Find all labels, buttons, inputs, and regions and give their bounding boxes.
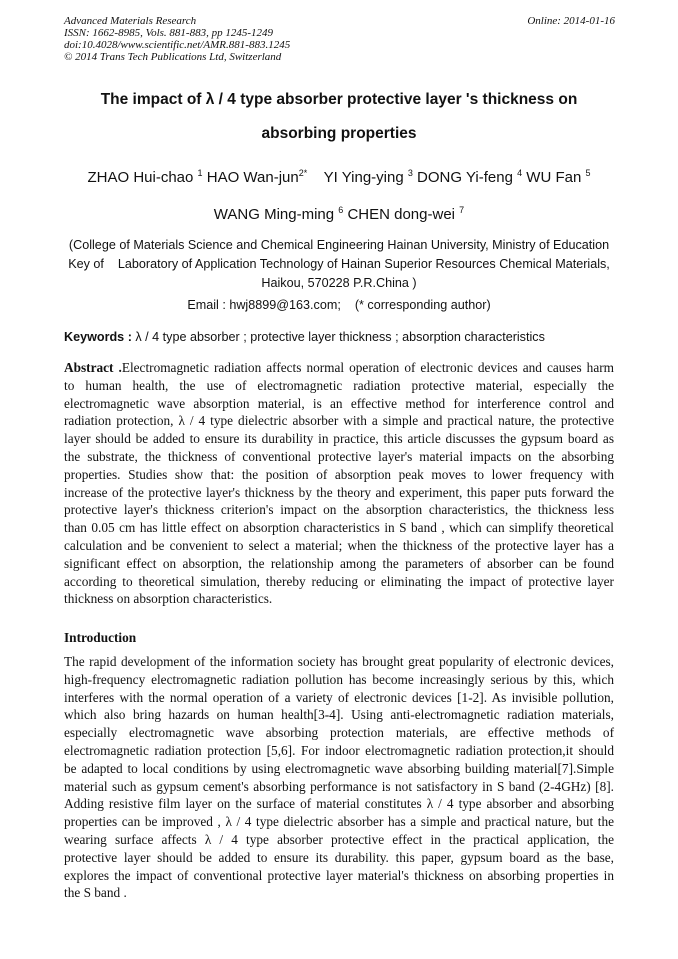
title-line-1: The impact of λ / 4 type absorber protective layer 's thickness on bbox=[100, 91, 578, 108]
text-line bbox=[64, 795, 614, 813]
text-line-content: electromagnetic wave absorption material, is an effective method for interference control and bbox=[64, 395, 614, 411]
keywords bbox=[64, 330, 545, 344]
text-line-content: Electromagnetic radiation affects normal operation of electronic devices and causes harm bbox=[121, 360, 614, 375]
author-sup: 3 bbox=[407, 168, 413, 178]
text-line bbox=[64, 813, 614, 831]
journal-header bbox=[64, 15, 290, 63]
text-line bbox=[64, 448, 614, 466]
text-line bbox=[64, 590, 614, 608]
author: HAO Wan-jun bbox=[206, 169, 299, 186]
title-line-2: absorbing properties bbox=[261, 125, 417, 142]
text-line-content: thickness on absorption characteristics. bbox=[64, 591, 273, 607]
text-line bbox=[64, 689, 614, 707]
affiliation-line: Haikou, 570228 P.R.China ) bbox=[261, 276, 417, 290]
text-line-content: the substrate, the thickness of conventional protective layer's material impacts on the absorbing bbox=[64, 448, 614, 464]
author: YI Ying-ying bbox=[323, 169, 404, 186]
text-line-content: Adding resistive film layer on the surface of material constitutes λ / 4 type absorber and absorbing bbox=[64, 796, 614, 812]
author-sup: 5 bbox=[585, 168, 591, 178]
author: ZHAO Hui-chao bbox=[87, 169, 194, 186]
text-line-content: than 0.05 cm has little effect on absorption characteristics in S band , which can simplify theoretical bbox=[64, 520, 614, 536]
author: WANG Ming-ming bbox=[213, 206, 335, 223]
text-line bbox=[64, 484, 614, 502]
text-line bbox=[64, 412, 614, 430]
doi: doi:10.4028/www.scientific.net/AMR.881-883.1245 bbox=[64, 39, 291, 51]
text-line-content: significant effect on absorption, the relationship among the parameters of absorber can be found bbox=[64, 555, 614, 571]
text-line bbox=[64, 377, 614, 395]
text-line-content: material such as gypsum cement's absorbing performance is not satisfactory in S band (2-4GHz) [8]. bbox=[64, 778, 614, 794]
text-line bbox=[64, 706, 614, 724]
text-line bbox=[64, 359, 614, 377]
author-sup: 7 bbox=[459, 205, 465, 215]
text-line-content: the S band . bbox=[64, 885, 127, 901]
text-line bbox=[64, 724, 614, 742]
text-line bbox=[64, 537, 614, 555]
text-line-content: The rapid development of the information society has brought great popularity of electronic devices, bbox=[64, 654, 614, 669]
text-line-content: electromagnetic radiation protection [5,6]. For indoor electromagnetic radiation protection,it should bbox=[64, 742, 614, 758]
text-line bbox=[64, 884, 614, 902]
text-line bbox=[64, 395, 614, 413]
authors-line-1 bbox=[0, 168, 678, 186]
keywords-label: Keywords : bbox=[64, 330, 132, 344]
text-line-content: layer should be added to ensure its durability in practice, this article discusses the gypsum board as bbox=[64, 431, 614, 447]
text-line bbox=[64, 653, 614, 671]
text-line-content: especially electromagnetic wave absorbing protection materials, are effective methods of bbox=[64, 725, 614, 741]
author-sup: 4 bbox=[517, 168, 523, 178]
author: WU Fan bbox=[526, 169, 582, 186]
introduction-body bbox=[64, 653, 614, 902]
text-line-content: explores the impact of conventional protective layer material's thickness on absorbing properties in bbox=[64, 867, 614, 883]
text-line-content: high-frequency electromagnetic radiation pollution has become increasingly serious by this, which bbox=[64, 671, 614, 687]
text-line-content: wearing surface affects λ / 4 type absorber protective effect in the practical application, the bbox=[64, 831, 614, 847]
affiliation-line: Key of Laboratory of Application Technology of Hainan Superior Resources Chemical Materials, bbox=[68, 257, 610, 271]
text-line-content: calculation and be convenient to select a material; when the thickness of the protective layer has a bbox=[64, 537, 614, 553]
text-line bbox=[64, 519, 614, 537]
text-line-content: protective layer should be added to ensure its durability. this paper, gypsum board as the base, bbox=[64, 849, 614, 865]
issn: ISSN: 1662-8985, Vols. 881-883, pp 1245-1249 bbox=[64, 27, 273, 39]
email: Email : hwj8899@163.com; (* corresponding author) bbox=[187, 298, 491, 312]
text-line bbox=[64, 573, 614, 591]
keywords-text: λ / 4 type absorber ; protective layer thickness ; absorption characteristics bbox=[131, 330, 545, 344]
introduction-heading: Introduction bbox=[64, 630, 137, 645]
text-line-content: radiation protection, λ / 4 type dielectric absorber with a simple and practical nature, the protective bbox=[64, 413, 614, 429]
text-line bbox=[64, 742, 614, 760]
text-line-content: according to theoretical simulation, thereby reducing or eliminating the impact of protective layer bbox=[64, 573, 614, 589]
text-line-content: properties. Studies show that: the position of absorption peak moves to lower frequency with bbox=[64, 466, 614, 482]
copyright: © 2014 Trans Tech Publications Ltd, Switzerland bbox=[64, 51, 282, 63]
affiliation bbox=[0, 236, 678, 293]
author: DONG Yi-feng bbox=[417, 169, 513, 186]
abstract bbox=[64, 359, 614, 608]
affiliation-line: (College of Materials Science and Chemical Engineering Hainan University, Ministry of Education bbox=[68, 238, 610, 252]
authors-line-2 bbox=[0, 205, 678, 223]
text-line-content: interferes with the normal operation of a variety of electronic devices [1-2]. As invisible pollution, bbox=[64, 689, 614, 705]
text-line bbox=[64, 671, 614, 689]
text-line bbox=[64, 849, 614, 867]
author-sup: 2* bbox=[298, 168, 308, 178]
text-line bbox=[64, 430, 614, 448]
text-line-content: be adapted to local conditions by using electromagnetic wave absorbing building material[7].Simple bbox=[64, 760, 614, 776]
author: CHEN dong-wei bbox=[347, 206, 455, 223]
text-line-content: which also bring hazards on human health[3-4]. Using anti-electromagnetic radiation materials, bbox=[64, 707, 614, 723]
text-line bbox=[64, 466, 614, 484]
abstract-label: Abstract . bbox=[64, 360, 122, 375]
text-line bbox=[64, 867, 614, 885]
text-line bbox=[64, 831, 614, 849]
text-line-content: protective layer's thickness criterion's impact on the absorption characteristics, the thickness less bbox=[64, 502, 614, 518]
text-line bbox=[64, 555, 614, 573]
text-line-content: to human health, the use of electromagnetic radiation protective material, especially the bbox=[64, 377, 614, 393]
text-line bbox=[64, 760, 614, 778]
author-sup: 1 bbox=[197, 168, 203, 178]
author-sup: 6 bbox=[338, 205, 344, 215]
text-line-content: properties can be improved , λ / 4 type dielectric absorber has a simple and practical nature, but the bbox=[64, 814, 614, 830]
text-line-content: increase of the protective layer's thickness by the theory and experiment, this paper puts forward the bbox=[64, 484, 614, 500]
text-line bbox=[64, 778, 614, 796]
journal-name: Advanced Materials Research bbox=[64, 15, 197, 27]
online-date: Online: 2014-01-16 bbox=[527, 15, 615, 27]
text-line bbox=[64, 501, 614, 519]
